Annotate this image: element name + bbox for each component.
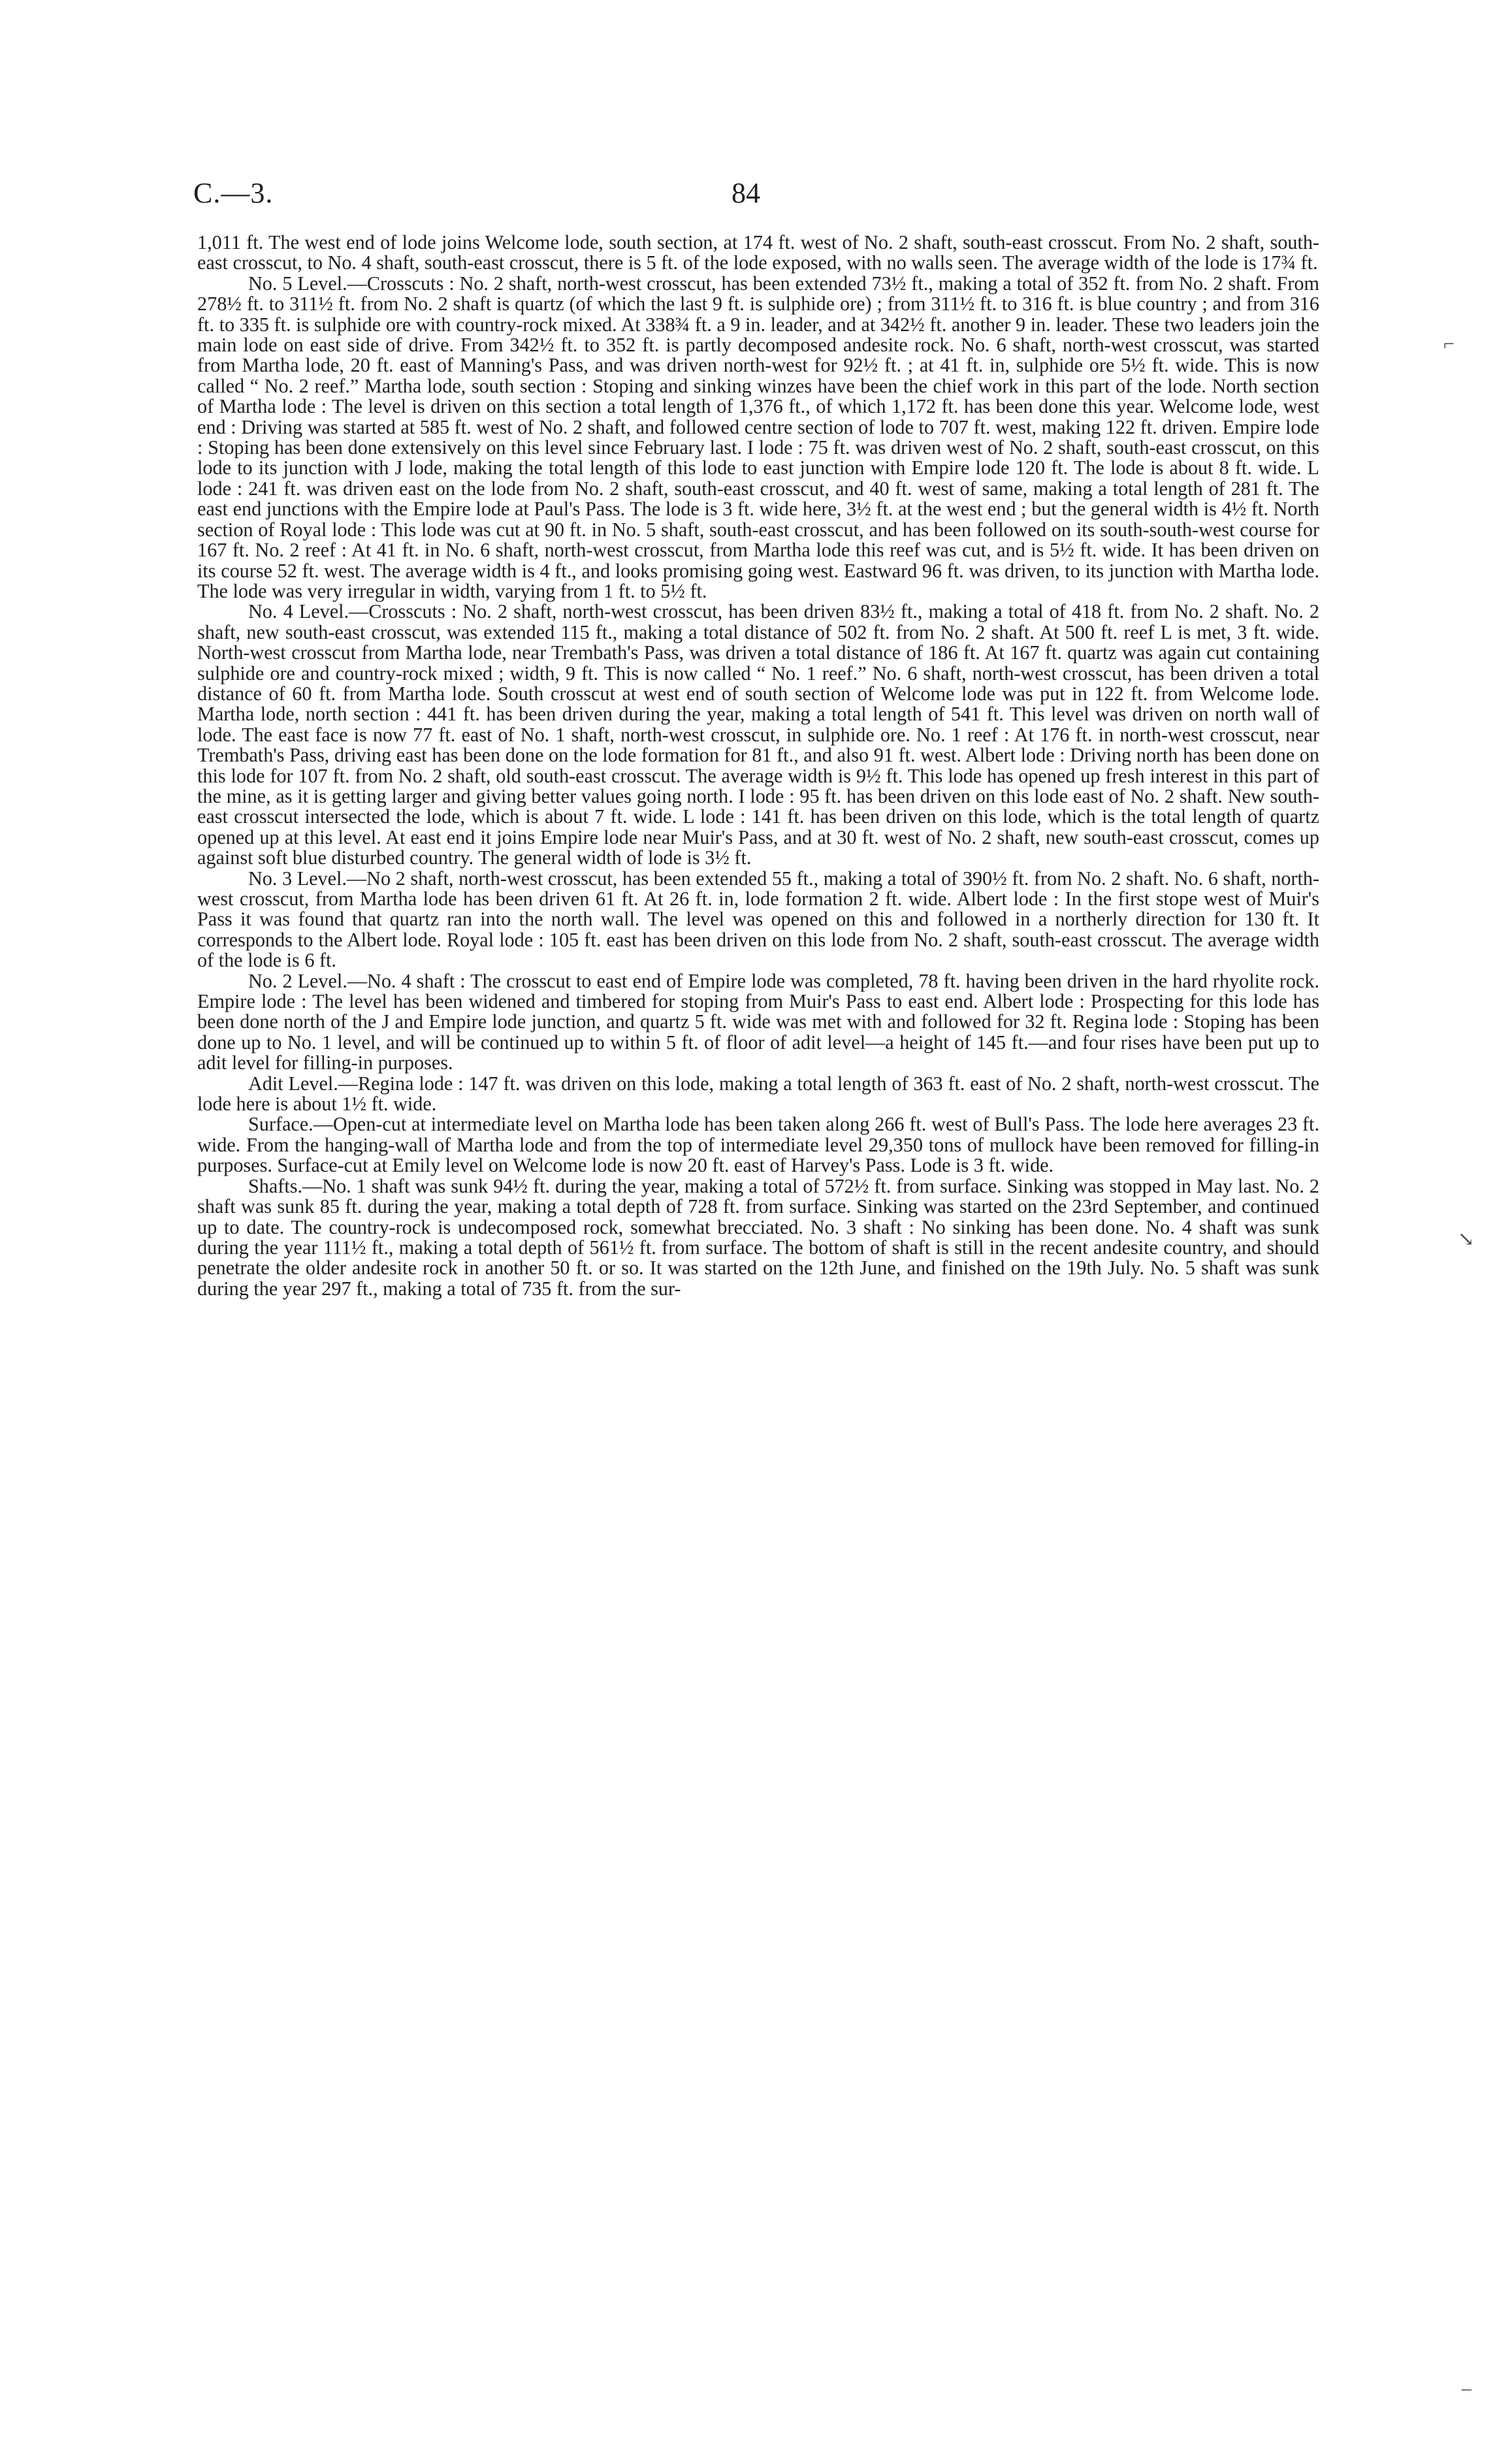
paragraph-no2-level: No. 2 Level.—No. 4 shaft : The crosscut to east end of Empire lode was completed, 78 ft. having been driven in the hard rhyolite rock. Empire lode : The level has been widened and timbered for stoping from Muir's Pass to east end. Albert lode : Prospecting for this lode has been done north of the J and Empire lode junction, and quartz 5 ft. wide was met with and followed for 32 ft. Regina lode : Stoping has been done up to No. 1 level, and will be continued up to within 5 ft. of floor of adit level—a height of 145 ft.—and four rises have been put up to adit level for filling-in purposes. xyxy=(197,969,1319,1074)
margin-mark-icon: ⌐ xyxy=(1443,333,1455,355)
body-text xyxy=(197,233,1319,1299)
paragraph-no4-level: No. 4 Level.—Crosscuts : No. 2 shaft, north-west crosscut, has been driven 83½ ft., making a total of 418 ft. from No. 2 shaft. No. 2 shaft, new south-east crosscut, was extended 115 ft., making a total distance of 502 ft. from No. 2 shaft. At 500 ft. reef L is met, 3 ft. wide. North-west crosscut from Martha lode, near Trembath's Pass, was driven a total distance of 186 ft. At 167 ft. quartz was again cut containing sulphide ore and country-rock mixed ; width, 9 ft. This is now called “ No. 1 reef.” No. 6 shaft, north-west crosscut, has been driven a total distance of 60 ft. from Martha lode. South crosscut at west end of south section of Welcome lode was put in 122 ft. from Welcome lode. Martha lode, north section : 441 ft. has been driven during the year, making a total length of 541 ft. This level was driven on north wall of lode. The east face is now 77 ft. east of No. 1 shaft, north-west crosscut, in sulphide ore. No. 1 reef : At 176 ft. in north-west crosscut, near Trembath's Pass, driving east has been done on the lode formation for 81 ft., and also 91 ft. west. Albert lode : Driving north has been done on this lode for 107 ft. from No. 2 shaft, old south-east crosscut. The average width is 9½ ft. This lode has opened up fresh interest in this part of the mine, as it is getting larger and giving better values going north. I lode : 95 ft. has been driven on this lode east of No. 2 shaft. New south-east crosscut intersected the lode, which is about 7 ft. wide. L lode : 141 ft. has been driven on this lode, which is the total length of quartz opened up at this level. At east end it joins Empire lode near Muir's Pass, and at 30 ft. west of No. 2 shaft, new south-east crosscut, comes up against soft blue disturbed country. The general width of lode is 3½ ft. xyxy=(197,600,1319,869)
margin-mark-icon: ↘ xyxy=(1458,1229,1475,1250)
paragraph-continuation: 1,011 ft. The west end of lode joins Welcome lode, south section, at 174 ft. west of No. 2 shaft, south-east crosscut. From No. 2 shaft, south-east crosscut, to No. 4 shaft, south-east crosscut, there is 5 ft. of the lode exposed, with no walls seen. The average width of the lode is 17¾ ft. xyxy=(197,231,1319,274)
paragraph-adit-level: Adit Level.—Regina lode : 147 ft. was driven on this lode, making a total length of 363 ft. east of No. 2 shaft, north-west crosscut. The lode here is about 1½ ft. wide. xyxy=(197,1072,1319,1116)
margin-mark-icon: ‒ xyxy=(1462,2377,1472,2399)
paragraph-shafts: Shafts.—No. 1 shaft was sunk 94½ ft. during the year, making a total of 572½ ft. from surface. Sinking was stopped in May last. No. 2 shaft was sunk 85 ft. during the year, making a total depth of 728 ft. from surface. Sinking was started on the 23rd September, and continued up to date. The country-rock is undecomposed rock, somewhat brecciated. No. 3 shaft : No sinking has been done. No. 4 shaft was sunk during the year 111½ ft., making a total depth of 561½ ft. from surface. The bottom of shaft is still in the recent andesite country, and should penetrate the older andesite rock in another 50 ft. or so. It was started on the 12th June, and finished on the 19th July. No. 5 shaft was sunk during the year 297 ft., making a total of 735 ft. from the sur- xyxy=(197,1174,1319,1300)
paragraph-no5-level: No. 5 Level.—Crosscuts : No. 2 shaft, north-west crosscut, has been extended 73½ ft., making a total of 352 ft. from No. 2 shaft. From 278½ ft. to 311½ ft. from No. 2 shaft is quartz (of which the last 9 ft. is sulphide ore) ; from 311½ ft. to 316 ft. is blue country ; and from 316 ft. to 335 ft. is sulphide ore with country-rock mixed. At 338¾ ft. a 9 in. leader, and at 342½ ft. another 9 in. leader. These two leaders join the main lode on east side of drive. From 342½ ft. to 352 ft. is partly decomposed andesite rock. No. 6 shaft, north-west crosscut, was started from Martha lode, 20 ft. east of Manning's Pass, and was driven north-west for 92½ ft. ; at 41 ft. in, sulphide ore 5½ ft. wide. This is now called “ No. 2 reef.” Martha lode, south section : Stoping and sinking winzes have been the chief work in this part of the lode. North section of Martha lode : The level is driven on this section a total length of 1,376 ft., of which 1,172 ft. has been done this year. Welcome lode, west end : Driving was started at 585 ft. west of No. 2 shaft, and followed centre section of lode to 707 ft. west, making 122 ft. driven. Empire lode : Stoping has been done extensively on this level since February last. I lode : 75 ft. was driven west of No. 2 shaft, south-east crosscut, on this lode to its junction with J lode, making the total length of this lode to east junction with Empire lode 120 ft. The lode is about 8 ft. wide. L lode : 241 ft. was driven east on the lode from No. 2 shaft, south-east crosscut, and 40 ft. west of same, making a total length of 281 ft. The east end junctions with the Empire lode at Paul's Pass. The lode is 3 ft. wide here, 3½ ft. at the west end ; but the general width is 4½ ft. North section of Royal lode : This lode was cut at 90 ft. in No. 5 shaft, south-east crosscut, and has been followed on its south-south-west course for 167 ft. No. 2 reef : At 41 ft. in No. 6 shaft, north-west crosscut, from Martha lode this reef was cut, and is 5½ ft. wide. It has been driven on its course 52 ft. west. The average width is 4 ft., and looks promising going west. Eastward 96 ft. was driven, to its junction with Martha lode. The lode was very irregular in width, varying from 1 ft. to 5½ ft. xyxy=(197,272,1319,602)
paragraph-surface: Surface.—Open-cut at intermediate level on Martha lode has been taken along 266 ft. west of Bull's Pass. The lode here averages 23 ft. wide. From the hanging-wall of Martha lode and from the top of intermediate level 29,350 tons of mullock have been removed for filling-in purposes. Surface-cut at Emily level on Welcome lode is now 20 ft. east of Harvey's Pass. Lode is 3 ft. wide. xyxy=(197,1113,1319,1177)
page-number: 84 xyxy=(732,177,760,209)
series-reference: C.—3. xyxy=(193,177,274,209)
paragraph-no3-level: No. 3 Level.—No 2 shaft, north-west crosscut, has been extended 55 ft., making a total of 390½ ft. from No. 2 shaft. No. 6 shaft, north-west crosscut, from Martha lode has been driven 61 ft. At 26 ft. in, lode formation 2 ft. wide. Albert lode : In the first stope west of Muir's Pass it was found that quartz ran into the north wall. The level was opened on this and followed in a northerly direction for 130 ft. It corresponds to the Albert lode. Royal lode : 105 ft. east has been driven on this lode from No. 2 shaft, south-east crosscut. The average width of the lode is 6 ft. xyxy=(197,867,1319,972)
